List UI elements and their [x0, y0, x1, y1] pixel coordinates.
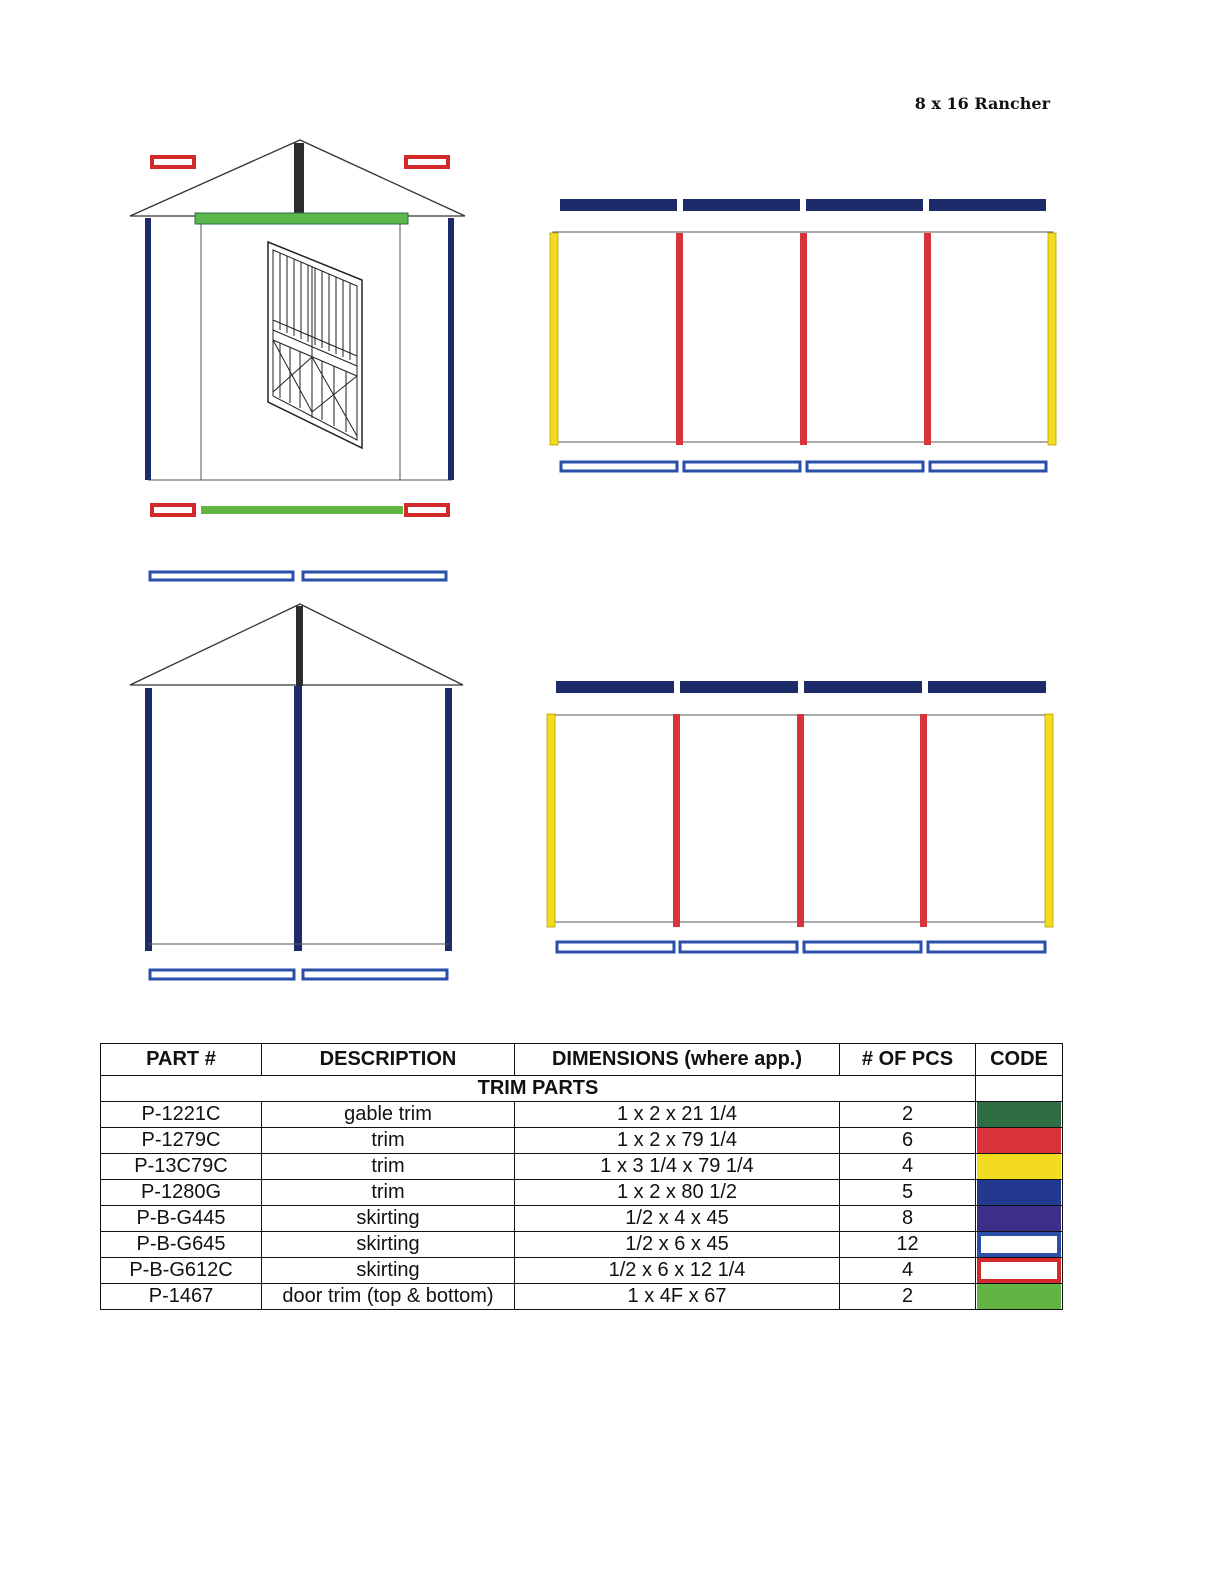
drawing-title: 8 x 16 Rancher	[914, 94, 1050, 113]
part-number-cell: P-B-G445	[101, 1206, 262, 1232]
section-row	[101, 1076, 1063, 1102]
color-code-swatch	[977, 1284, 1061, 1309]
description-cell: skirting	[262, 1206, 515, 1232]
front-bottom-vent-left	[152, 505, 194, 515]
description-cell: trim	[262, 1180, 515, 1206]
table-row	[101, 1258, 1063, 1284]
section-code-blank	[976, 1076, 1063, 1102]
front-center-trim-dark	[294, 143, 304, 213]
code-cell	[976, 1284, 1063, 1310]
side-bottom-trim-1	[556, 681, 674, 693]
code-cell	[976, 1206, 1063, 1232]
rear-skirting-left	[150, 970, 294, 979]
side-elevation-bottom	[547, 681, 1053, 952]
description-cell: skirting	[262, 1258, 515, 1284]
front-skirting-left	[150, 572, 293, 580]
header-description: DESCRIPTION	[262, 1044, 515, 1076]
table-row	[101, 1232, 1063, 1258]
table-row	[101, 1128, 1063, 1154]
color-code-swatch	[977, 1232, 1061, 1257]
side-top-post-2	[800, 233, 807, 445]
front-corner-trim-right	[448, 218, 454, 480]
table-row	[101, 1154, 1063, 1180]
side-bottom-skirting-1	[557, 942, 674, 952]
side-bottom-post-2	[797, 714, 804, 927]
rear-skirting-right	[303, 970, 447, 979]
section-title: TRIM PARTS	[101, 1076, 976, 1102]
dimensions-cell: 1/2 x 6 x 45	[515, 1232, 840, 1258]
side-bottom-skirting-4	[928, 942, 1045, 952]
side-elevation-top	[550, 199, 1056, 471]
rear-center-trim-dark	[296, 606, 303, 686]
code-cell	[976, 1154, 1063, 1180]
front-skirting-right	[303, 572, 446, 580]
table-row	[101, 1206, 1063, 1232]
dimensions-cell: 1/2 x 4 x 45	[515, 1206, 840, 1232]
pieces-cell: 2	[840, 1102, 976, 1128]
pieces-cell: 8	[840, 1206, 976, 1232]
table-row	[101, 1102, 1063, 1128]
table-header-row	[101, 1044, 1063, 1076]
gable-vent-left	[152, 157, 194, 167]
code-cell	[976, 1128, 1063, 1154]
side-bottom-trim-3	[804, 681, 922, 693]
table-row	[101, 1180, 1063, 1206]
part-number-cell: P-13C79C	[101, 1154, 262, 1180]
rear-elevation	[130, 604, 463, 979]
side-bottom-skirting-2	[680, 942, 797, 952]
front-door-trim-bottom	[201, 506, 403, 514]
description-cell: skirting	[262, 1232, 515, 1258]
side-top-trim-4	[929, 199, 1046, 211]
table-row	[101, 1284, 1063, 1310]
part-number-cell: P-1467	[101, 1284, 262, 1310]
code-cell	[976, 1232, 1063, 1258]
side-top-post-1	[676, 233, 683, 445]
front-bottom-vent-right	[406, 505, 448, 515]
gable-vent-right	[406, 157, 448, 167]
side-top-corner-left	[550, 233, 558, 445]
code-cell	[976, 1102, 1063, 1128]
part-number-cell: P-1279C	[101, 1128, 262, 1154]
header-dimensions: DIMENSIONS (where app.)	[515, 1044, 840, 1076]
part-number-cell: P-B-G612C	[101, 1258, 262, 1284]
side-top-trim-2	[683, 199, 800, 211]
part-number-cell: P-1280G	[101, 1180, 262, 1206]
side-bottom-trim-2	[680, 681, 798, 693]
description-cell: gable trim	[262, 1102, 515, 1128]
pieces-cell: 6	[840, 1128, 976, 1154]
side-bottom-skirting-3	[804, 942, 921, 952]
side-top-skirting-1	[561, 462, 677, 471]
pieces-cell: 5	[840, 1180, 976, 1206]
code-cell	[976, 1258, 1063, 1284]
part-number-cell: P-B-G645	[101, 1232, 262, 1258]
side-top-trim-3	[806, 199, 923, 211]
trim-parts-table	[100, 1043, 1063, 1310]
front-gable-trim-green	[195, 213, 408, 224]
side-top-corner-right	[1048, 233, 1056, 445]
code-cell	[976, 1180, 1063, 1206]
color-code-swatch	[977, 1180, 1061, 1205]
description-cell: door trim (top & bottom)	[262, 1284, 515, 1310]
color-code-swatch	[977, 1206, 1061, 1231]
dimensions-cell: 1 x 4F x 67	[515, 1284, 840, 1310]
side-bottom-corner-left	[547, 714, 555, 927]
color-code-swatch	[977, 1154, 1061, 1179]
side-bottom-corner-right	[1045, 714, 1053, 927]
dimensions-cell: 1 x 2 x 80 1/2	[515, 1180, 840, 1206]
dimensions-cell: 1 x 2 x 79 1/4	[515, 1128, 840, 1154]
color-code-swatch	[977, 1102, 1061, 1127]
pieces-cell: 12	[840, 1232, 976, 1258]
color-code-swatch	[977, 1258, 1061, 1283]
rear-center-trim-blue	[294, 686, 302, 951]
description-cell: trim	[262, 1128, 515, 1154]
pieces-cell: 4	[840, 1154, 976, 1180]
header-pieces: # OF PCS	[840, 1044, 976, 1076]
front-corner-trim-left	[145, 218, 151, 480]
side-top-trim-1	[560, 199, 677, 211]
dimensions-cell: 1 x 2 x 21 1/4	[515, 1102, 840, 1128]
dimensions-cell: 1 x 3 1/4 x 79 1/4	[515, 1154, 840, 1180]
side-top-skirting-3	[807, 462, 923, 471]
description-cell: trim	[262, 1154, 515, 1180]
side-top-skirting-4	[930, 462, 1046, 471]
part-number-cell: P-1221C	[101, 1102, 262, 1128]
side-top-skirting-2	[684, 462, 800, 471]
side-bottom-trim-4	[928, 681, 1046, 693]
rear-corner-trim-right	[445, 688, 452, 951]
side-top-post-3	[924, 233, 931, 445]
front-elevation	[130, 140, 465, 580]
header-code: CODE	[976, 1044, 1063, 1076]
rear-corner-trim-left	[145, 688, 152, 951]
header-part-number: PART #	[101, 1044, 262, 1076]
pieces-cell: 2	[840, 1284, 976, 1310]
dimensions-cell: 1/2 x 6 x 12 1/4	[515, 1258, 840, 1284]
pieces-cell: 4	[840, 1258, 976, 1284]
side-bottom-post-1	[673, 714, 680, 927]
side-bottom-post-3	[920, 714, 927, 927]
color-code-swatch	[977, 1128, 1061, 1153]
door-illustration	[268, 242, 362, 448]
